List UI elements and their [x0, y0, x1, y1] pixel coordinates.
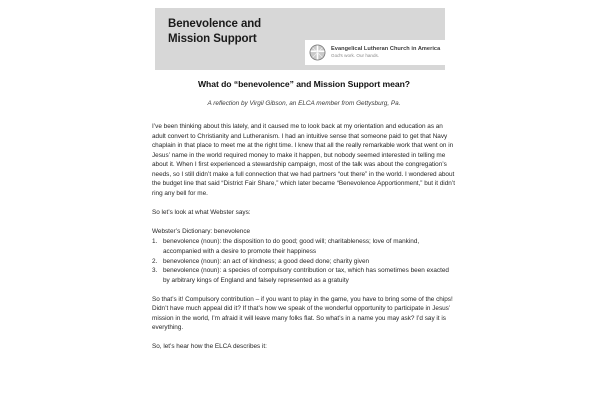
organization-tagline: God's work. Our hands.	[331, 53, 380, 58]
document-title-line-1: Benevolence and	[168, 18, 262, 30]
elca-globe-cross-logo-icon	[309, 44, 326, 61]
list-item-text: benevolence (noun): the disposition to do good; good will; charitableness; love of mankind, accompanied with a desire to promote their happiness	[163, 238, 420, 256]
paragraph-webster-intro: So let’s look at what Webster says:	[152, 208, 251, 216]
paragraph-compulsory: So that’s it! Compulsory contribution – if you want to play in the game, you have to bring some of the chips! Didn’t have much appeal did it? If that’s how we speak of the wonderful opportunity to participate in Jesus’ mission in the world, I’m afraid it will leave many folks flat. So what’s in a name you may ask? I’d say it is everything.	[152, 295, 453, 332]
list-item-number: 2.	[152, 257, 158, 265]
list-item	[152, 237, 456, 256]
paragraph-elca-intro: So, let’s hear how the ELCA describes it:	[152, 343, 267, 351]
elca-logo-lockup	[305, 40, 446, 65]
list-item-text: benevolence (noun): a species of compulsory contribution or tax, which has sometimes been exacted by arbitrary kings of England and falsely represented as a gratuity	[163, 267, 449, 284]
list-item	[152, 257, 456, 267]
logo-text-block	[331, 46, 440, 59]
paragraph-intro: I’ve been thinking about this lately, and it caused me to look back at my orientation and education as an adult convert to Christianity and Lutheranism. I had an intuitive sense that someone paid to get that Navy chaplain in that place to meet me at the right time. I knew that all the really remarkable work that went on in Jesus’ name in the world required money to make it happen, but nobody seemed interested in telling me about it. When I first experienced a stewardship campaign, most of the talk was about the congregation’s needs, so I still didn’t make a full connection that we had partners “out there” in the world. I wondered about the budget line that said “District Fair Share,” which later became “Benevolence Apportionment,” but it didn’t ring any bell for me.	[152, 123, 455, 197]
paragraph-webster-heading: Webster’s Dictionary: benevolence	[152, 227, 251, 235]
article-body	[152, 78, 456, 361]
article-byline: A reflection by Virgil Gibson, an ELCA member from Gettysburg, Pa.	[207, 100, 401, 107]
document-title-line-2: Mission Support	[168, 33, 257, 45]
article-headline: What do “benevolence” and Mission Support mean?	[197, 79, 411, 89]
list-item-number: 1.	[152, 238, 158, 246]
list-item	[152, 266, 456, 285]
definition-list	[152, 237, 456, 285]
list-item-number: 3.	[152, 267, 158, 275]
list-item-text: benevolence (noun): an act of kindness; a good deed done; charity given	[163, 257, 370, 265]
organization-name: Evangelical Lutheran Church in America	[331, 46, 441, 52]
